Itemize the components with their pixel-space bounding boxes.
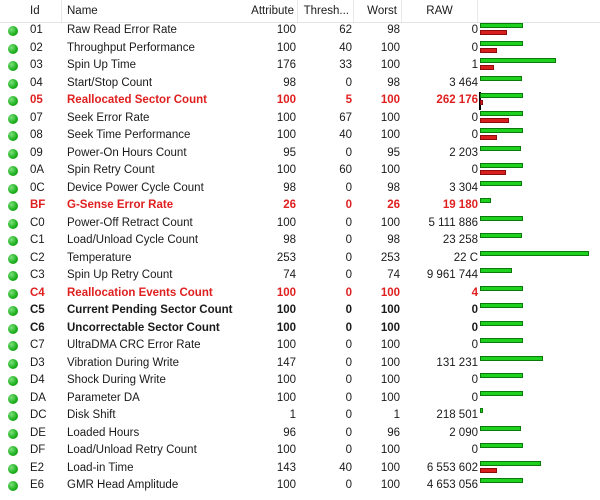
- worst-value: 95: [387, 146, 400, 159]
- table-row[interactable]: [0, 75, 600, 93]
- value-bars: [480, 390, 600, 408]
- value-bars: [480, 197, 600, 215]
- raw-value: 19 180: [442, 199, 478, 211]
- status-ok-icon: [8, 271, 18, 281]
- worst-value: 100: [380, 479, 400, 491]
- attribute-name: Vibration During Write: [67, 356, 180, 369]
- attribute-name: Device Power Cycle Count: [67, 181, 204, 194]
- attribute-id: C0: [30, 216, 45, 229]
- current-value-bar: [480, 408, 483, 413]
- attribute-name: Temperature: [67, 251, 132, 264]
- table-row[interactable]: [0, 460, 600, 478]
- status-ok-icon: [8, 96, 18, 106]
- raw-value: 0: [471, 304, 478, 316]
- attribute-id: DA: [30, 391, 46, 404]
- threshold-value: 33: [339, 59, 352, 71]
- table-row[interactable]: [0, 407, 600, 425]
- threshold-value: 0: [345, 426, 352, 439]
- value-bars: [480, 92, 600, 110]
- attribute-value: 100: [276, 444, 296, 456]
- attribute-id: 08: [30, 129, 43, 141]
- status-ok-icon: [8, 219, 18, 229]
- threshold-value: 0: [345, 374, 352, 386]
- threshold-bar: [480, 468, 497, 473]
- table-row[interactable]: [0, 267, 600, 285]
- raw-value: 2 203: [449, 146, 478, 159]
- current-value-bar: [480, 146, 521, 151]
- table-row[interactable]: [0, 197, 600, 215]
- threshold-bar: [480, 65, 494, 70]
- raw-value: 6 553 602: [426, 461, 478, 474]
- status-ok-icon: [8, 131, 18, 141]
- status-ok-icon: [8, 44, 18, 54]
- current-value-bar: [480, 128, 523, 133]
- raw-value: 22 C: [453, 251, 478, 264]
- attribute-value: 176: [276, 59, 296, 71]
- attribute-value: 98: [283, 181, 296, 194]
- current-value-bar: [480, 268, 512, 273]
- attribute-id: C3: [30, 269, 45, 281]
- attribute-name: Power-On Hours Count: [67, 146, 187, 159]
- threshold-value: 62: [339, 24, 352, 36]
- table-row[interactable]: [0, 477, 600, 495]
- attribute-value: 100: [276, 479, 296, 491]
- worst-value: 100: [380, 391, 400, 404]
- attribute-id: BF: [30, 199, 46, 211]
- value-bars: [480, 407, 600, 425]
- current-value-bar: [480, 216, 523, 221]
- raw-value: 0: [471, 321, 478, 334]
- attribute-name: Start/Stop Count: [67, 76, 153, 89]
- status-ok-icon: [8, 464, 18, 474]
- attribute-name: Throughput Performance: [67, 41, 195, 54]
- worst-value: 100: [380, 111, 400, 124]
- value-bars: [480, 355, 600, 373]
- value-bars: [480, 22, 600, 40]
- status-ok-icon: [8, 359, 18, 369]
- current-value-bar: [480, 58, 556, 63]
- worst-value: 100: [380, 164, 400, 176]
- attribute-name: G-Sense Error Rate: [67, 199, 174, 211]
- status-ok-icon: [8, 446, 18, 456]
- attribute-id: C7: [30, 339, 45, 351]
- attribute-value: 100: [276, 321, 296, 334]
- attribute-name: GMR Head Amplitude: [67, 479, 179, 491]
- current-value-bar: [480, 338, 523, 343]
- table-row[interactable]: [0, 285, 600, 303]
- threshold-value: 0: [345, 146, 352, 159]
- attribute-value: 143: [276, 461, 296, 474]
- attribute-id: D3: [30, 356, 45, 369]
- value-bars: [480, 40, 600, 58]
- current-value-bar: [480, 251, 589, 256]
- current-value-bar: [480, 321, 523, 326]
- threshold-value: 0: [345, 339, 352, 351]
- table-header: [0, 0, 600, 23]
- current-value-bar: [480, 373, 523, 378]
- table-row[interactable]: [0, 355, 600, 373]
- threshold-value: 67: [339, 111, 352, 124]
- table-row[interactable]: [0, 390, 600, 408]
- raw-value: 131 231: [436, 356, 478, 369]
- table-row[interactable]: [0, 372, 600, 390]
- table-row[interactable]: [0, 442, 600, 460]
- value-bars: [480, 127, 600, 145]
- threshold-bar: [480, 100, 483, 105]
- raw-value: 1: [471, 59, 478, 71]
- status-ok-icon: [8, 236, 18, 246]
- attribute-id: 03: [30, 59, 43, 71]
- attribute-value: 100: [276, 111, 296, 124]
- threshold-value: 0: [345, 321, 352, 334]
- table-row[interactable]: [0, 232, 600, 250]
- raw-value: 0: [471, 444, 478, 456]
- value-bars: [480, 180, 600, 198]
- attribute-value: 100: [276, 339, 296, 351]
- status-ok-icon: [8, 481, 18, 491]
- threshold-value: 0: [345, 251, 352, 264]
- status-ok-icon: [8, 376, 18, 386]
- attribute-value: 100: [276, 41, 296, 54]
- attribute-name: Disk Shift: [67, 409, 116, 421]
- threshold-value: 0: [345, 444, 352, 456]
- value-bars: [480, 442, 600, 460]
- status-ok-icon: [8, 341, 18, 351]
- status-ok-icon: [8, 149, 18, 159]
- table-row[interactable]: [0, 162, 600, 180]
- attribute-id: C1: [30, 234, 45, 246]
- raw-value: 9 961 744: [426, 269, 478, 281]
- raw-value: 2 090: [449, 426, 478, 439]
- attribute-value: 100: [276, 216, 296, 229]
- status-ok-icon: [8, 26, 18, 36]
- current-value-bar: [480, 163, 523, 168]
- status-ok-icon: [8, 306, 18, 316]
- threshold-value: 40: [339, 461, 352, 474]
- attribute-name: Loaded Hours: [67, 426, 140, 439]
- value-bars: [480, 215, 600, 233]
- threshold-value: 0: [345, 356, 352, 369]
- worst-value: 100: [380, 339, 400, 351]
- worst-value: 100: [380, 94, 400, 106]
- status-ok-icon: [8, 201, 18, 211]
- worst-value: 100: [380, 461, 400, 474]
- attribute-value: 100: [276, 129, 296, 141]
- value-bars: [480, 425, 600, 443]
- value-bars: [480, 372, 600, 390]
- threshold-bar: [480, 135, 497, 140]
- column-header-name[interactable]: Name: [62, 0, 298, 22]
- threshold-value: 0: [345, 76, 352, 89]
- attribute-value: 74: [283, 269, 296, 281]
- attribute-value: 100: [276, 94, 296, 106]
- attribute-name: Spin Retry Count: [67, 164, 155, 176]
- current-value-bar: [480, 303, 523, 308]
- attribute-name: Parameter DA: [67, 391, 140, 404]
- value-bars: [480, 337, 600, 355]
- current-value-bar: [480, 461, 541, 466]
- threshold-value: 60: [339, 164, 352, 176]
- status-ok-icon: [8, 324, 18, 334]
- column-header-id[interactable]: Id: [22, 0, 62, 22]
- status-ok-icon: [8, 289, 18, 299]
- attribute-value: 100: [276, 286, 296, 299]
- current-value-bar: [480, 478, 523, 483]
- current-value-bar: [480, 181, 522, 186]
- status-ok-icon: [8, 429, 18, 439]
- threshold-value: 40: [339, 41, 352, 54]
- value-bars: [480, 57, 600, 75]
- status-ok-icon: [8, 79, 18, 89]
- value-bars: [480, 110, 600, 128]
- attribute-id: DF: [30, 444, 46, 456]
- value-bars: [480, 320, 600, 338]
- worst-value: 26: [387, 199, 400, 211]
- worst-value: 74: [387, 269, 400, 281]
- value-bars: [480, 162, 600, 180]
- attribute-value: 98: [283, 76, 296, 89]
- raw-value: 0: [471, 391, 478, 404]
- attribute-value: 96: [283, 426, 296, 439]
- status-ok-icon: [8, 184, 18, 194]
- raw-value: 0: [471, 111, 478, 124]
- worst-value: 100: [380, 374, 400, 386]
- raw-value: 218 501: [436, 409, 478, 421]
- attribute-name: Load/Unload Retry Count: [67, 444, 197, 456]
- attribute-id: 02: [30, 41, 43, 54]
- attribute-id: C6: [30, 321, 45, 334]
- threshold-value: 0: [345, 286, 352, 299]
- attribute-name: Power-Off Retract Count: [67, 216, 193, 229]
- raw-value: 3 304: [449, 181, 478, 194]
- current-value-bar: [480, 426, 521, 431]
- threshold-value: 0: [345, 409, 352, 421]
- current-value-bar: [480, 391, 523, 396]
- attribute-id: DC: [30, 409, 47, 421]
- raw-value: 0: [471, 339, 478, 351]
- value-bars: [480, 250, 600, 268]
- raw-value: 0: [471, 41, 478, 54]
- table-row[interactable]: [0, 320, 600, 338]
- table-row[interactable]: [0, 250, 600, 268]
- worst-value: 100: [380, 59, 400, 71]
- attribute-id: 04: [30, 76, 43, 89]
- threshold-value: 0: [345, 199, 352, 211]
- worst-value: 98: [387, 181, 400, 194]
- threshold-value: 0: [345, 216, 352, 229]
- status-ok-icon: [8, 254, 18, 264]
- value-bars: [480, 75, 600, 93]
- attribute-name: Load-in Time: [67, 461, 134, 474]
- column-header-raw[interactable]: RAW: [402, 0, 478, 22]
- table-row[interactable]: [0, 180, 600, 198]
- attribute-value: 253: [276, 251, 296, 264]
- worst-value: 253: [380, 251, 400, 264]
- value-bars: [480, 267, 600, 285]
- current-value-bar: [480, 41, 523, 46]
- attribute-value: 98: [283, 234, 296, 246]
- attribute-name: Seek Error Rate: [67, 111, 150, 124]
- attribute-name: Shock During Write: [67, 374, 166, 386]
- attribute-name: UltraDMA CRC Error Rate: [67, 339, 201, 351]
- raw-value: 4 653 056: [426, 479, 478, 491]
- column-header-attribute[interactable]: Attribute: [251, 5, 294, 17]
- raw-value: 0: [471, 24, 478, 36]
- current-value-bar: [480, 111, 523, 116]
- column-header-worst[interactable]: Worst: [354, 0, 402, 22]
- worst-value: 100: [380, 216, 400, 229]
- attribute-value: 100: [276, 391, 296, 404]
- attribute-value: 100: [276, 374, 296, 386]
- table-row[interactable]: [0, 92, 600, 110]
- attribute-name: Spin Up Retry Count: [67, 269, 173, 281]
- worst-value: 100: [380, 321, 400, 334]
- attribute-id: 07: [30, 111, 43, 124]
- current-value-bar: [480, 356, 543, 361]
- worst-value: 98: [387, 24, 400, 36]
- threshold-value: 0: [345, 181, 352, 194]
- current-value-bar: [480, 76, 522, 81]
- attribute-id: C2: [30, 251, 45, 264]
- table-row[interactable]: [0, 145, 600, 163]
- raw-value: 23 258: [442, 234, 478, 246]
- raw-value: 0: [471, 374, 478, 386]
- status-ok-icon: [8, 394, 18, 404]
- table-row[interactable]: [0, 425, 600, 443]
- status-ok-icon: [8, 166, 18, 176]
- raw-value: 262 176: [436, 94, 478, 106]
- threshold-bar: [480, 118, 509, 123]
- table-row[interactable]: [0, 215, 600, 233]
- table-row[interactable]: [0, 57, 600, 75]
- table-body: [0, 22, 600, 495]
- attribute-value: 147: [276, 356, 296, 369]
- threshold-value: 5: [345, 94, 352, 106]
- attribute-id: 05: [30, 94, 43, 106]
- attribute-id: C5: [30, 304, 45, 316]
- raw-value: 4: [471, 286, 478, 299]
- worst-value: 98: [387, 234, 400, 246]
- worst-value: 100: [380, 129, 400, 141]
- threshold-value: 0: [345, 304, 352, 316]
- table-row[interactable]: [0, 110, 600, 128]
- table-row[interactable]: [0, 337, 600, 355]
- worst-value: 100: [380, 286, 400, 299]
- value-bars: [480, 232, 600, 250]
- attribute-id: 0A: [30, 164, 45, 176]
- current-value-bar: [480, 443, 523, 448]
- raw-value: 0: [471, 164, 478, 176]
- threshold-value: 40: [339, 129, 352, 141]
- value-bars: [480, 302, 600, 320]
- threshold-bar: [480, 170, 506, 175]
- current-value-bar: [480, 233, 522, 238]
- attribute-id: C4: [30, 286, 45, 299]
- attribute-id: D4: [30, 374, 45, 386]
- attribute-value: 95: [283, 146, 296, 159]
- attribute-value: 1: [289, 409, 296, 421]
- value-bars: [480, 145, 600, 163]
- attribute-name: Spin Up Time: [67, 59, 137, 71]
- attribute-value: 100: [276, 164, 296, 176]
- attribute-id: DE: [30, 426, 46, 439]
- table-row[interactable]: [0, 40, 600, 58]
- raw-value: 0: [471, 129, 478, 141]
- worst-value: 100: [380, 304, 400, 316]
- threshold-value: 0: [345, 234, 352, 246]
- raw-value: 3 464: [449, 76, 478, 89]
- worst-value: 100: [380, 41, 400, 54]
- column-header-threshold[interactable]: Thresh...: [298, 0, 354, 22]
- current-value-bar: [480, 286, 523, 291]
- threshold-bar: [480, 30, 507, 35]
- worst-value: 1: [393, 409, 400, 421]
- attribute-name: Reallocated Sector Count: [67, 94, 207, 106]
- status-ok-icon: [8, 411, 18, 421]
- status-ok-icon: [8, 61, 18, 71]
- threshold-value: 0: [345, 391, 352, 404]
- attribute-value: 100: [276, 304, 296, 316]
- table-row[interactable]: [0, 127, 600, 145]
- attribute-name: Current Pending Sector Count: [67, 304, 233, 316]
- attribute-name: Uncorrectable Sector Count: [67, 321, 220, 334]
- current-value-bar: [480, 198, 491, 203]
- table-row[interactable]: [0, 22, 600, 40]
- attribute-id: 01: [30, 24, 43, 36]
- attribute-name: Raw Read Error Rate: [67, 24, 177, 36]
- value-bars: [480, 477, 600, 495]
- attribute-id: E6: [30, 479, 45, 491]
- attribute-name: Load/Unload Cycle Count: [67, 234, 199, 246]
- worst-value: 98: [387, 76, 400, 89]
- current-value-bar: [480, 23, 523, 28]
- attribute-id: 09: [30, 146, 43, 159]
- worst-value: 100: [380, 356, 400, 369]
- worst-value: 96: [387, 426, 400, 439]
- attribute-value: 26: [283, 199, 296, 211]
- attribute-id: E2: [30, 461, 45, 474]
- value-bars: [480, 460, 600, 478]
- raw-value: 5 111 886: [428, 216, 478, 229]
- threshold-bar: [480, 48, 497, 53]
- table-row[interactable]: [0, 302, 600, 320]
- status-ok-icon: [8, 114, 18, 124]
- worst-value: 100: [380, 444, 400, 456]
- current-value-bar: [480, 93, 523, 98]
- threshold-value: 0: [345, 269, 352, 281]
- attribute-id: 0C: [30, 181, 45, 194]
- value-bars: [480, 285, 600, 303]
- attribute-value: 100: [276, 24, 296, 36]
- threshold-value: 0: [345, 479, 352, 491]
- attribute-name: Reallocation Events Count: [67, 286, 213, 299]
- attribute-name: Seek Time Performance: [67, 129, 191, 141]
